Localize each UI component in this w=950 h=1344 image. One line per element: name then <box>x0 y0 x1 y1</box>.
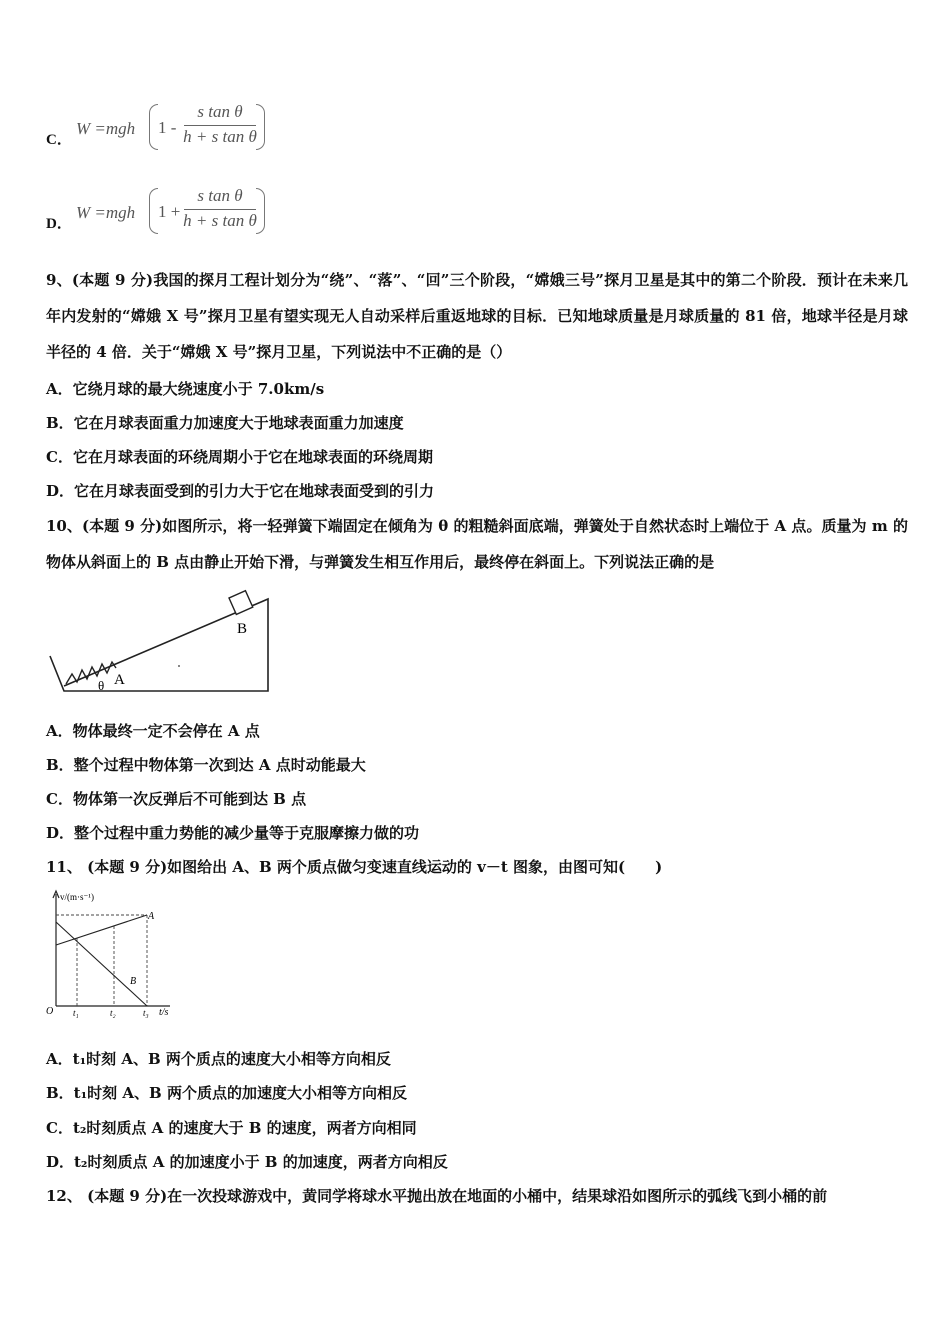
line-b <box>56 922 147 1006</box>
right-paren <box>256 188 265 234</box>
tick-t3: t₃ <box>143 1008 149 1018</box>
q9-option-a: A．它绕月球的最大绕速度小于 7.0km/s <box>46 380 325 398</box>
left-paren <box>149 188 158 234</box>
y-axis-label: v/(m·s⁻¹) <box>60 892 94 902</box>
formula-one: 1 + <box>158 202 181 221</box>
point-marker <box>178 665 180 667</box>
q11-stem: 11、 (本题 9 分)如图给出 A、B 两个质点做匀变速直线运动的 v－t 图象，由图可知( ) <box>46 858 663 876</box>
q10-option-a: A．物体最终一定不会停在 A 点 <box>46 722 260 740</box>
option-letter: D． <box>46 216 72 232</box>
right-paren <box>256 104 265 150</box>
line-a <box>56 915 147 945</box>
denominator: h + s tan θ <box>183 127 257 146</box>
vt-graph <box>42 888 192 1022</box>
q9-option-b: B．它在月球表面重力加速度大于地球表面重力加速度 <box>46 414 404 432</box>
tick-t1: t₁ <box>73 1008 79 1018</box>
formula-lhs: W =mgh <box>76 119 136 138</box>
fraction-bar <box>184 125 256 126</box>
option-letter: C． <box>46 132 72 148</box>
q11-option-b: B．t₁时刻 A、B 两个质点的加速度大小相等方向相反 <box>46 1084 407 1102</box>
formula-lhs: W =mgh <box>76 203 136 222</box>
spring-coil <box>66 662 116 684</box>
q9-option-d: D．它在月球表面受到的引力大于它在地球表面受到的引力 <box>46 482 435 500</box>
line-a-label: A <box>148 911 155 922</box>
label-a: A <box>114 672 125 688</box>
fraction-bar <box>184 209 256 210</box>
q9-option-c: C．它在月球表面的环绕周期小于它在地球表面的环绕周期 <box>46 448 433 466</box>
numerator: s tan θ <box>197 186 243 205</box>
label-theta: θ <box>98 678 105 693</box>
origin-label: O <box>46 1006 54 1017</box>
numerator: s tan θ <box>197 102 243 121</box>
q11-option-c: C．t₂时刻质点 A 的速度大于 B 的速度，两者方向相同 <box>46 1119 417 1137</box>
tick-t2: t₂ <box>110 1008 116 1018</box>
label-b: B <box>237 621 248 637</box>
left-paren <box>149 104 158 150</box>
formula-one: 1 - <box>158 118 177 137</box>
incline-spring-figure <box>46 586 276 696</box>
q11-option-d: D．t₂时刻质点 A 的加速度小于 B 的加速度，两者方向相反 <box>46 1153 448 1171</box>
q10-option-b: B．整个过程中物体第一次到达 A 点时动能最大 <box>46 756 366 774</box>
denominator: h + s tan θ <box>183 211 257 230</box>
q12-stem: 12、 (本题 9 分)在一次投球游戏中，黄同学将球水平抛出放在地面的小桶中，结果球沿如图所示的弧线飞到小桶的前 <box>46 1187 828 1205</box>
q10-stem: 10、(本题 9 分)如图所示，将一轻弹簧下端固定在倾角为 θ 的粗糙斜面底端，弹簧处于自然状态时上端位于 A 点。质量为 m 的物体从斜面上的 B 点由静止开始下滑，与弹簧发生相互作用后，最终停在斜面上。下列说法正确的是 <box>46 517 908 571</box>
q11-option-a: A．t₁时刻 A、B 两个质点的速度大小相等方向相反 <box>46 1050 391 1068</box>
line-b-label: B <box>130 976 137 987</box>
block-b <box>229 591 253 615</box>
x-axis-label: t/s <box>159 1007 169 1018</box>
q9-stem: 9、(本题 9 分)我国的探月工程计划分为“绕”、“落”、“回”三个阶段，“嫦娥三号”探月卫星是其中的第二个阶段．预计在未来几年内发射的“嫦娥 X 号”探月卫星有望实现无人自动采样后重返地球的目标．已知地球质量是月球质量的 81 倍，地球半径是月球半径的 4 倍．关于“嫦娥 X 号”探月卫星，下列说法中不正确的是（） <box>46 271 908 361</box>
q10-option-c: C．物体第一次反弹后不可能到达 B 点 <box>46 790 307 808</box>
q10-option-d: D．整个过程中重力势能的减少量等于克服摩擦力做的功 <box>46 824 420 842</box>
